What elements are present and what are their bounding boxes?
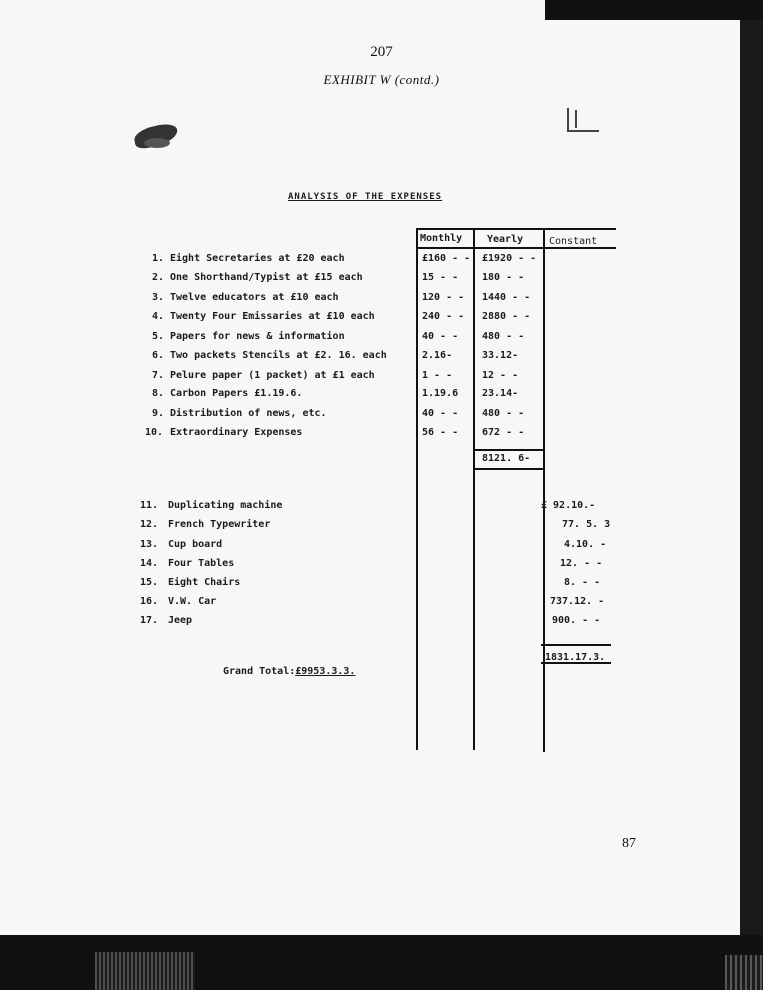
row-monthly-value: 240 - - [422,311,465,322]
row-number: 7. [152,370,165,381]
row-description: Pelure paper (1 packet) at £1 each [170,370,375,381]
row-constant-value: 4.10. - [564,539,607,550]
row-description: Papers for news & information [170,331,345,342]
scan-noise [95,952,195,990]
row-number: 17. [140,615,159,626]
row-monthly-value: 40 - - [422,331,459,342]
column-header-yearly: Yearly [487,234,524,245]
row-description: Extraordinary Expenses [170,427,303,438]
row-number: 9. [152,408,165,419]
typed-expense-sheet [130,96,620,806]
row-description: Cup board [168,539,223,550]
row-constant-value: 737.12. - [550,596,605,607]
row-yearly-value: 12 - - [482,370,519,381]
row-description: Duplicating machine [168,500,283,511]
constant-total: 1831.17.3. [545,652,606,663]
scan-dark-corner [545,0,763,20]
row-number: 10. [145,427,164,438]
scan-noise [725,955,763,990]
row-constant-value: 77. 5. 3 [562,519,611,530]
exhibit-title: EXHIBIT W (contd.) [323,72,440,87]
row-monthly-value: 40 - - [422,408,459,419]
row-description: Twenty Four Emissaries at £10 each [170,311,375,322]
row-number: 5. [152,331,165,342]
column-rule [543,228,545,752]
grand-total-value: £9953.3.3. [295,666,356,677]
row-monthly-value: £160 - - [422,253,471,264]
footer-page-number: 87 [622,836,636,851]
row-description: Distribution of news, etc. [170,408,327,419]
row-number: 12. [140,519,159,530]
page-number: 207 [370,44,393,60]
row-monthly-value: 2.16- [422,350,453,361]
row-description: V.W. Car [168,596,217,607]
row-yearly-value: 23.14- [482,388,519,399]
row-number: 3. [152,292,165,303]
table-header-rule [416,247,616,249]
row-yearly-value: 2880 - - [482,311,531,322]
row-description: One Shorthand/Typist at £15 each [170,272,363,283]
row-constant-value: 12. - - [560,558,603,569]
yearly-subtotal-top-rule [473,449,545,451]
row-description: Twelve educators at £10 each [170,292,339,303]
row-monthly-value: 15 - - [422,272,459,283]
row-constant-value: 8. - - [564,577,601,588]
row-description: Four Tables [168,558,235,569]
row-constant-value: 900. - - [552,615,601,626]
corner-mark [567,108,599,132]
row-yearly-value: £1920 - - [482,253,537,264]
row-description: Eight Secretaries at £20 each [170,253,345,264]
row-number: 2. [152,272,165,283]
row-monthly-value: 1.19.6 [422,388,459,399]
row-number: 1. [152,253,165,264]
row-constant-value: £ 92.10.- [541,500,596,511]
ink-blot [144,138,170,148]
grand-total [223,666,355,677]
row-number: 11. [140,500,159,511]
row-description: Jeep [168,615,193,626]
yearly-total: 8121. 6- [482,453,531,464]
column-rule [416,228,418,750]
row-number: 13. [140,539,159,550]
row-monthly-value: 1 - - [422,370,453,381]
column-rule [473,228,475,750]
row-description: Two packets Stencils at £2. 16. each [170,350,387,361]
column-header-monthly: Monthly [420,233,463,244]
table-top-rule [416,228,616,230]
row-number: 8. [152,388,165,399]
row-number: 4. [152,311,165,322]
row-monthly-value: 56 - - [422,427,459,438]
row-description: Eight Chairs [168,577,241,588]
row-yearly-value: 180 - - [482,272,525,283]
row-monthly-value: 120 - - [422,292,465,303]
row-number: 14. [140,558,159,569]
row-yearly-value: 480 - - [482,408,525,419]
row-description: Carbon Papers £1.19.6. [170,388,303,399]
constant-subtotal-top-rule [541,644,611,646]
column-header-constant: Constant [549,236,598,247]
row-yearly-value: 1440 - - [482,292,531,303]
row-description: French Typewriter [168,519,271,530]
row-number: 16. [140,596,159,607]
row-number: 6. [152,350,165,361]
row-yearly-value: 480 - - [482,331,525,342]
row-number: 15. [140,577,159,588]
analysis-heading: ANALYSIS OF THE EXPENSES [288,192,443,202]
yearly-subtotal-bottom-rule [473,468,545,470]
grand-total-label: Grand Total: [223,666,296,677]
row-yearly-value: 672 - - [482,427,525,438]
row-yearly-value: 33.12- [482,350,519,361]
